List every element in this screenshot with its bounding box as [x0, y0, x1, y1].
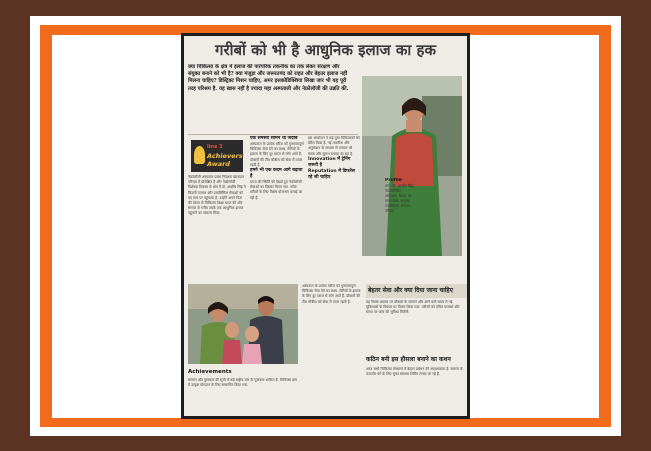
column-middle-text: अस्पताल के प्रत्येक मरीज को गुणवत्तापूर्ण चिकित्सा सेवा देने का लक्ष्य. रोगियों के इलाज के लिए दूर दराज से लोग आते हैं. डॉक्टरों की टीम चौबीस घंटे सेवा में तत्पर रहती है.	[250, 142, 304, 167]
award-line2: Achievers'	[207, 152, 245, 160]
column-middle	[250, 136, 304, 281]
trophy-icon	[194, 146, 205, 164]
achievements-text: सम्मान और पुरस्कार की सूची में कई राष्ट्रीय स्तर के पुरस्कार शामिल हैं. चिकित्सा क्षेत्र में उत्कृष्ट योगदान के लिए सम्मानित किया गया.	[188, 378, 297, 388]
subheading-3: Innovation में ट्रेनिंग जरूरी है	[308, 156, 351, 168]
family-photo	[188, 284, 298, 364]
newspaper-sheet	[184, 36, 467, 416]
newspaper-clipping	[181, 33, 470, 419]
award-line1: line 3	[207, 144, 223, 150]
column-right-text: इस आयोजन ने कई युवा चिकित्सकों को प्रेरित किया है. नई तकनीक और अनुसंधान के माध्यम से उपचार को सस्ता और सुलभ बनाया जा रहा है.	[308, 136, 360, 156]
side-box-title: बेहतर सेवा और क्या दिया जाना चाहिए	[366, 284, 467, 298]
profile-body: नाम: डॉ. आशीष सिंह, नेफ्रोलॉजिस्ट, अस्पताल, शिक्षा, डॉ. राममनोहर, अनुभव, उपलब्धियां, सम्मान, परिवार	[385, 184, 415, 213]
achievements-title: Achievements	[188, 369, 232, 375]
column-bottom-middle: अस्पताल के प्रत्येक मरीज को गुणवत्तापूर्ण चिकित्सा सेवा देने का लक्ष्य. रोगियों के इलाज के लिए दूर दराज से लोग आते हैं. डॉक्टरों की टीम चौबीस घंटे सेवा में तत्पर रहती है.	[302, 284, 361, 304]
profile-box	[385, 178, 415, 256]
subheading-2: हमने भी एक कदम आगे बढ़ाया है	[250, 168, 303, 180]
headline: गरीबों को भी है आधुनिक इलाज का हक	[188, 39, 463, 61]
subheading-1: एक समस्या सामने थी जवाब	[250, 136, 298, 141]
column-middle-text-2: राज्य की स्थिति को देखते हुए नेफ्रोलॉजी सेवाओं का विस्तार किया गया. गरीब मरीजों के लिए विशेष योजनाएं चलाई जा रही हैं.	[250, 180, 303, 200]
subheading-4: Reputation में डिफरेंस रहे जी चाहिए	[308, 168, 355, 180]
award-line3: Award	[207, 160, 230, 168]
side-box2-title: कठिन बनी इस हौसला बनाने का कथन	[366, 356, 451, 363]
column-right	[308, 136, 360, 281]
side-box2-text: आज सभी चिकित्सा संस्थानों में बेहतर प्रबंधन की आवश्यकता है. समाज के कमजोर वर्ग के लिए मुफ्त स्वास्थ्य शिविर लगाए जा रहे हैं.	[366, 367, 463, 377]
profile-title: Profile	[385, 178, 402, 183]
column-left: नेफ्रोलॉजी अस्पताल प्रबंध निदेशक खानदान परिचय में प्रशिक्षित हैं और नेफ्रोलॉजी विशेषज्ञ विकास के क्षेत्र में डॉ. आशीष सिंह ने किडनी उपचार और डायलिसिस सेवाओं को नए स्तर पर पहुंचाया है. उन्होंने अपने पिता की प्रेरणा से चिकित्सा शिक्षा प्राप्त की और समाज के गरीब तबके तक आधुनिक इलाज पहुंचाने का संकल्प लिया.	[188, 175, 246, 216]
achievers-award-badge	[191, 140, 243, 172]
divider	[188, 134, 358, 135]
family-illustration	[188, 284, 298, 364]
lead-paragraph: क्या चिकित्सा के क्षेत्र में इलाज की पारंपरिक तकनीक का तक लेकर संरक्षण और संयुक्त बनाने को भी है? क्या मंजुड़ा और जरूरतमंद को राहत और बेहतर इलाज नहीं मिलना चाहिए? डिस्ट्रिक्ट मिशन चाहिए, अमर इसकोडिक्शिया लिखा जार भी यह पूरी तरह परिश्रम है. यह खास नहीं है ज्यादा महा अस्पताली और नेफ्रोलॉजी की उन्नति की.	[188, 64, 349, 92]
side-box-text: यह विशेष अवसर पर डॉक्टरों के सम्मान और आने वाले समय में नई सुविधाओं के विस्तार पर विचार किया गया. मरीजों को उचित परामर्श और समय पर जांच की सुविधा मिलेगी.	[366, 300, 460, 315]
